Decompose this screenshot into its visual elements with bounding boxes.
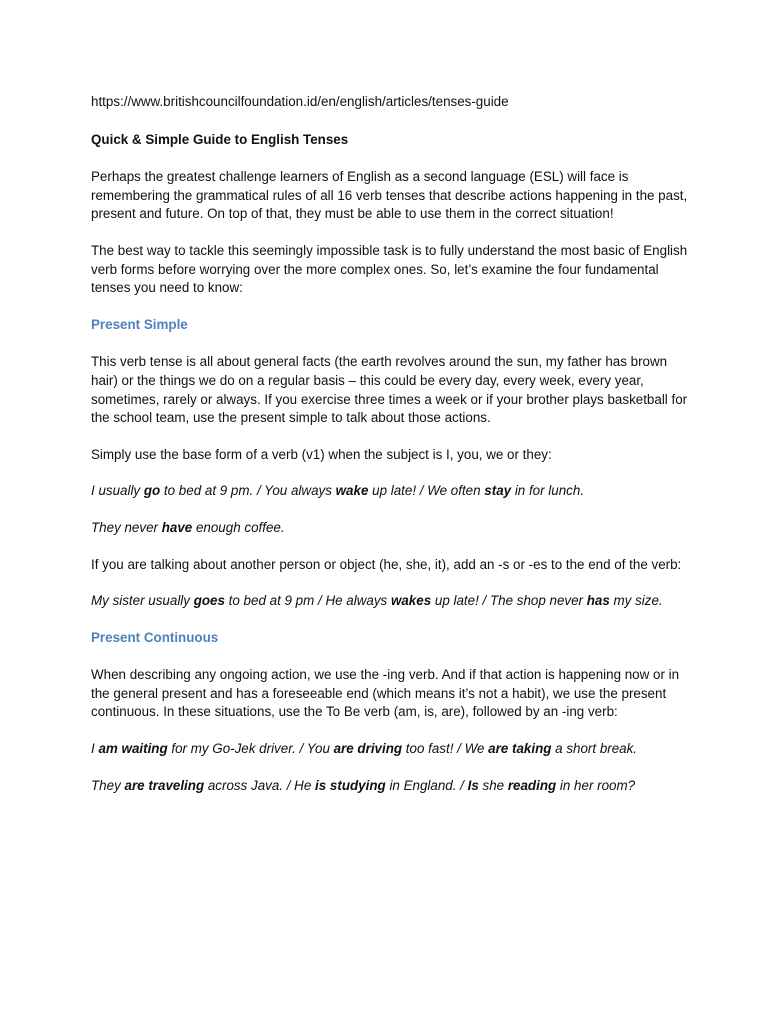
highlighted-verb: is studying (315, 777, 386, 793)
example-text: I usually (91, 483, 144, 499)
present-continuous-example-1 (91, 740, 691, 759)
example-text: across Java. / He (204, 777, 316, 793)
highlighted-verb: are traveling (124, 777, 205, 793)
example-text: too fast! / We (402, 741, 489, 757)
intro-paragraph-1: Perhaps the greatest challenge learners of English as a second language (ESL) will face is remembering the grammatical rules of all 16 verb tenses that describe actions happening in the past, present and future. On top of that, they must be able to use them in the correct situation! (91, 169, 688, 222)
present-simple-paragraph-2: Simply use the base form of a verb (v1) when the subject is I, you, we or they: (91, 446, 552, 462)
example-text: They (91, 777, 125, 793)
present-simple-example-3 (91, 592, 691, 611)
highlighted-verb: goes (193, 593, 225, 609)
example-text: to bed at 9 pm / He always (224, 593, 391, 609)
example-text: up late! / We often (368, 483, 485, 499)
highlighted-verb: has (586, 593, 610, 609)
document-title: Quick & Simple Guide to English Tenses (91, 131, 349, 147)
example-text: for my Go-Jek driver. / You (167, 741, 334, 757)
example-text: in her room? (556, 777, 636, 793)
highlighted-verb: are driving (333, 741, 403, 757)
present-simple-paragraph-1: This verb tense is all about general facts (the earth revolves around the sun, my father has brown hair) or the things we do on a regular basis – this could be every day, every week, every year, sometimes, rarely or always. If you exercise three times a week or if your brother plays basketball for the school team, use the present simple to talk about those actions. (91, 354, 688, 426)
highlighted-verb: am waiting (98, 741, 168, 757)
example-text: enough coffee. (192, 519, 285, 535)
example-text: I (91, 741, 99, 757)
example-text: My sister usually (91, 593, 194, 609)
document-page (91, 93, 691, 813)
highlighted-verb: have (161, 519, 193, 535)
present-continuous-example-2 (91, 777, 691, 796)
highlighted-verb: Is (467, 777, 479, 793)
present-simple-example-1 (91, 482, 691, 501)
present-continuous-paragraph-1: When describing any ongoing action, we use the -ing verb. And if that action is happening now or in the general present and has a foreseeable end (which means it’s not a habit), we use the present continuous. In these situations, use the To Be verb (am, is, are), followed by an -ing verb: (91, 667, 680, 720)
highlighted-verb: wake (335, 483, 369, 499)
highlighted-verb: stay (484, 483, 512, 499)
example-text: in England. / (385, 777, 468, 793)
highlighted-verb: reading (507, 777, 557, 793)
intro-paragraph-2: The best way to tackle this seemingly impossible task is to fully understand the most basic of English verb forms before worrying over the more complex ones. So, let’s examine the four fundamental tenses you need to know: (91, 242, 688, 296)
example-text: They never (91, 519, 162, 535)
highlighted-verb: wakes (390, 593, 432, 609)
present-simple-example-2 (91, 519, 691, 538)
example-text: a short break. (551, 741, 638, 757)
example-text: to bed at 9 pm. / You always (160, 483, 336, 499)
present-simple-paragraph-3: If you are talking about another person or object (he, she, it), add an -s or -es to the end of the verb: (91, 556, 682, 572)
example-text: in for lunch. (511, 483, 585, 499)
highlighted-verb: go (143, 483, 161, 499)
source-url: https://www.britishcouncilfoundation.id/en/english/articles/tenses-guide (91, 94, 509, 109)
example-text: my size. (609, 593, 663, 609)
section-heading-present-continuous: Present Continuous (91, 629, 219, 645)
example-text: up late! / The shop never (431, 593, 587, 609)
example-text: she (478, 777, 508, 793)
highlighted-verb: are taking (488, 741, 552, 757)
section-heading-present-simple: Present Simple (91, 316, 188, 332)
